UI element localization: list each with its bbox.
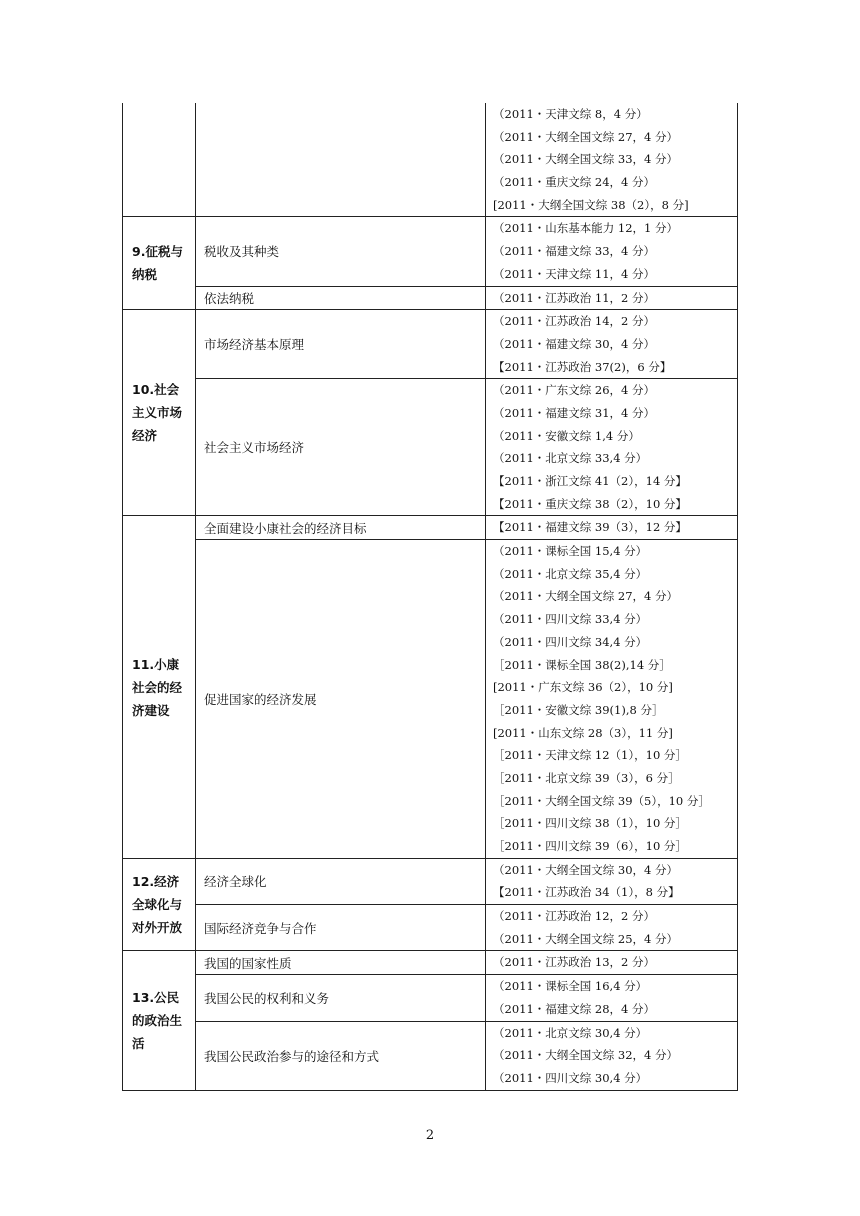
topic-cell: 9.征税与纳税 [123, 217, 196, 310]
source-line: （2011・江苏政治 13，2 分） [493, 955, 656, 970]
table-row [123, 516, 738, 540]
exam-topic-table [122, 103, 738, 1091]
source-line: （2011・大纲全国文综 25，4 分） [493, 931, 679, 946]
source-line: ［2011・四川文综 38（1），10 分］ [493, 816, 687, 831]
subtopic-cell: 我国公民政治参与的途径和方式 [196, 1021, 486, 1090]
source-line: （2011・福建文综 30，4 分） [493, 336, 656, 351]
source-line: （2011・福建文综 31，4 分） [493, 405, 656, 420]
source-line: （2011・大纲全国文综 33，4 分） [493, 152, 679, 167]
source-line: （2011・山东基本能力 12，1 分） [493, 221, 679, 236]
source-line: [2011・大纲全国文综 38（2），8 分] [493, 197, 689, 212]
subtopic-cell: 国际经济竞争与合作 [196, 905, 486, 951]
source-cell [486, 286, 738, 310]
source-line: （2011・四川文综 30,4 分） [493, 1070, 648, 1085]
source-line: （2011・大纲全国文综 27，4 分） [493, 129, 679, 144]
source-line: （2011・大纲全国文综 27，4 分） [493, 589, 679, 604]
source-line: （2011・四川文综 33,4 分） [493, 612, 648, 627]
source-line: ［2011・大纲全国文综 39（5），10 分］ [493, 793, 710, 808]
table-row [123, 217, 738, 286]
source-cell [486, 310, 738, 379]
source-cell [486, 217, 738, 286]
subtopic-cell: 我国公民的权利和义务 [196, 975, 486, 1021]
source-cell [486, 540, 738, 859]
source-cell [486, 516, 738, 540]
table-row [123, 310, 738, 379]
table-row [123, 905, 738, 951]
source-cell [486, 1021, 738, 1090]
source-cell [486, 975, 738, 1021]
subtopic-cell: 我国的国家性质 [196, 951, 486, 975]
source-line: 【2011・浙江文综 41（2），14 分】 [493, 474, 687, 488]
source-line: （2011・课标全国 15,4 分） [493, 544, 648, 559]
subtopic-cell: 全面建设小康社会的经济目标 [196, 516, 486, 540]
source-line: [2011・广东文综 36（2），10 分] [493, 680, 673, 695]
table-row [123, 103, 738, 217]
topic-cell: 10.社会主义市场经济 [123, 310, 196, 516]
source-line: （2011・江苏政治 14，2 分） [493, 314, 656, 329]
table-row [123, 540, 738, 859]
source-line: 【2011・江苏政治 37(2)，6 分】 [493, 359, 672, 374]
source-line: ［2011・天津文综 12（1），10 分］ [493, 748, 687, 763]
source-line: （2011・大纲全国文综 32，4 分） [493, 1048, 679, 1063]
source-line: [2011・山东文综 28（3），11 分] [493, 725, 673, 740]
subtopic-cell: 市场经济基本原理 [196, 310, 486, 379]
table-row [123, 1021, 738, 1090]
subtopic-cell: 经济全球化 [196, 858, 486, 904]
topic-cell [123, 103, 196, 217]
source-line: ［2011・课标全国 38(2),14 分］ [493, 657, 671, 672]
source-line: （2011・福建文综 33，4 分） [493, 244, 656, 259]
source-cell [486, 379, 738, 516]
subtopic-cell: 促进国家的经济发展 [196, 540, 486, 859]
subtopic-cell: 社会主义市场经济 [196, 379, 486, 516]
source-line: ［2011・安徽文综 39(1),8 分］ [493, 702, 664, 717]
source-line: （2011・天津文综 8，4 分） [493, 107, 648, 121]
source-line: （2011・重庆文综 24，4 分） [493, 175, 656, 190]
source-cell [486, 905, 738, 951]
source-cell [486, 858, 738, 904]
source-line: 【2011・福建文综 39（3），12 分】 [493, 520, 687, 535]
subtopic-cell [196, 103, 486, 217]
source-line: （2011・北京文综 30,4 分） [493, 1025, 648, 1040]
source-line: （2011・江苏政治 11，2 分） [493, 290, 656, 305]
table-row [123, 379, 738, 516]
source-line: （2011・江苏政治 12，2 分） [493, 909, 656, 924]
table-row [123, 858, 738, 904]
source-line: （2011・福建文综 28，4 分） [493, 1001, 656, 1016]
source-line: （2011・安徽文综 1,4 分） [493, 428, 640, 443]
table-row [123, 975, 738, 1021]
source-line: （2011・课标全国 16,4 分） [493, 979, 648, 994]
source-line: ［2011・北京文综 39（3），6 分］ [493, 770, 680, 785]
topic-cell: 11.小康社会的经济建设 [123, 516, 196, 858]
subtopic-cell: 依法纳税 [196, 286, 486, 310]
source-line: 【2011・江苏政治 34（1），8 分】 [493, 885, 680, 900]
source-line: （2011・四川文综 34,4 分） [493, 634, 648, 649]
topic-cell: 13.公民的政治生活 [123, 951, 196, 1090]
source-line: （2011・大纲全国文综 30，4 分） [493, 862, 679, 877]
table-row [123, 286, 738, 310]
source-line: （2011・广东文综 26，4 分） [493, 383, 656, 398]
source-line: ［2011・四川文综 39（6），10 分］ [493, 839, 687, 853]
source-line: 【2011・重庆文综 38（2），10 分】 [493, 496, 687, 511]
page-number: 2 [425, 1128, 435, 1143]
source-line: （2011・天津文综 11，4 分） [493, 266, 656, 281]
source-line: （2011・北京文综 35,4 分） [493, 566, 648, 581]
subtopic-cell: 税收及其种类 [196, 217, 486, 286]
table-row [123, 951, 738, 975]
source-cell [486, 951, 738, 975]
source-line: （2011・北京文综 33,4 分） [493, 451, 648, 466]
source-cell [486, 103, 738, 217]
topic-cell: 12.经济全球化与对外开放 [123, 858, 196, 951]
